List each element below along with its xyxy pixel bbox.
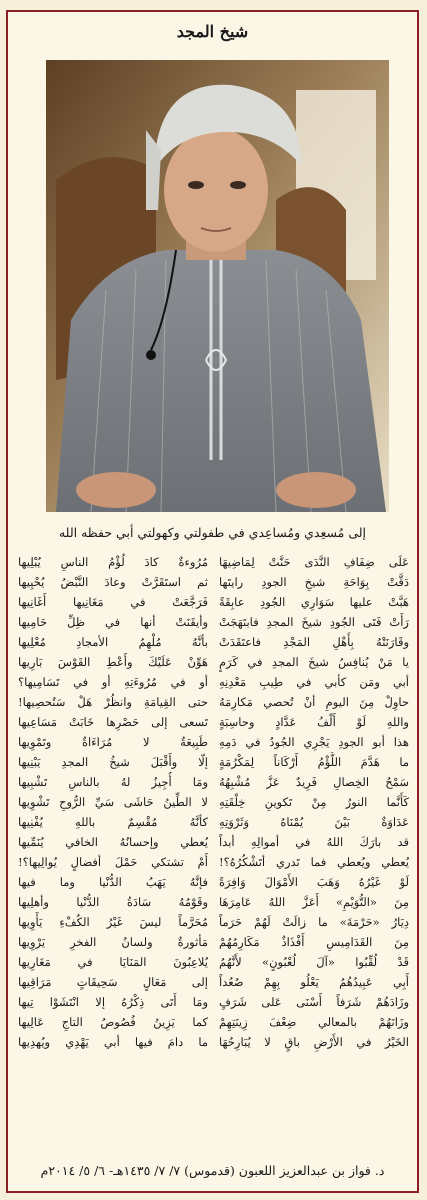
- verse-first-half: كَأَنَّما النورُ مِنْ تَكوينِ خِلْقَتِهِ: [219, 795, 409, 809]
- verse-first-half: هَبَّتْ عليها سَوَارِي الجُودِ عابِقَةً: [219, 595, 409, 609]
- portrait-illustration: [46, 60, 389, 512]
- verse-first-half: سَمْحُ الخِصالِ فَرِيدٌ عَزَّ مُشْبِهُهُ: [219, 775, 409, 789]
- verse-first-half: يُعطي ويُعطي فما تَدري أتَشْكُرُهُ؟!: [219, 855, 409, 869]
- verse-second-half: فإنَّهُ يَهَبُ الدُّنْيا وما فيها: [18, 875, 208, 889]
- verse-first-half: وزَانَهُمْ بالمعالي ضِعْفَ زِينَتِهِمْ: [219, 1015, 409, 1029]
- verse-second-half: إلّا وأَقْبَلَ شيخُ المجدِ يَبْنِيها: [18, 755, 208, 769]
- verse-second-half: لا الطِّينُ حَاشَى سَيِّ الرُّوحِ تَشْوِيها: [18, 795, 208, 809]
- verse-first-half: دِيَارُ «حَرْمَةَ» ما زالَتْ لَهُمْ حَرَماً: [219, 915, 409, 929]
- verse-second-half: أَمْ تشتكي حَمْلَ أفضالٍ يُوالِيها؟!: [18, 855, 208, 869]
- verse-first-half: أَبِي عَبِيدُهُمُ يَعْلُو بِهِمْ صُعُداً: [219, 975, 409, 989]
- verse-first-half: هذا أبو الجودِ يَجْرِي الجُودُ في دَمِهِ: [219, 735, 409, 749]
- verse-first-half: دَقَّتْ بِوَاحَةِ شيخِ الجودِ رايتَها: [219, 575, 409, 589]
- verse-second-half: مُرُوءةٌ كادَ لُؤْمُ الناسِ يُبْلِيها: [18, 555, 208, 569]
- poem-body: [18, 552, 409, 1152]
- verse-second-half: أو في مُرُوءَتِهِ أو في تَسَامِيها؟: [18, 675, 208, 689]
- poem-right-column: [219, 552, 409, 1152]
- verse-second-half: حتى القِيامَةِ وانظُرْ هَلْ سَتُحصِيها!: [18, 695, 208, 709]
- verse-first-half: قد بارَكَ اللهُ في أموالِهِ أبداً: [219, 835, 409, 849]
- verse-second-half: تَسعى إلى حَصْرِها خَابَتْ مَسَاعِيها: [18, 715, 208, 729]
- dedication-caption: إلى مُسعِدي ومُساعِدي في طفولتي وكهولتي أبي حفظه الله: [58, 525, 367, 540]
- verse-first-half: قَدْ لُقِّبُوا «آلَ لُعْبُونٍ» لأَنَّهُمُ: [219, 955, 409, 969]
- verse-first-half: واللهِ لَوْ أَلْفُ عَدَّادٍ وحاسِبَةٍ: [219, 715, 409, 729]
- verse-second-half: طَبِيعَةٌ لا مُرَاءَاةٌ وتَمْوِيها: [18, 735, 208, 749]
- verse-first-half: لَوْ غَيْرُهُ وَهَبَ الأَمْوَالَ وَافِرَةً: [219, 875, 409, 889]
- verse-second-half: بأنَّهُ مُلْهِمُ الأمجادِ مُعْلِيها: [18, 635, 208, 649]
- verse-first-half: رَأَتْ فَتَى الجُودِ شيخَ المجدِ فابتَهَجَتْ: [219, 615, 409, 629]
- verse-first-half: أبي ومَن كأبي في طِيبِ مَعْدِنِهِ: [219, 675, 409, 689]
- poem-card: [6, 10, 419, 1193]
- verse-first-half: ما هَدَّمَ اللُّؤْمُ أَرْكَاناً لِمَكْرُمَةٍ: [219, 755, 409, 769]
- verse-second-half: وقَوْمُهُ سَادَةُ الدُّنْيا وأهلِيها: [18, 895, 208, 909]
- verse-second-half: يُلاعِبُونَ المَنَايَا في مَغَارِيها: [18, 955, 208, 969]
- verse-second-half: هَوِّنْ عَلَيْكَ وأَعْطِ القَوْسَ بَارِيها: [18, 655, 208, 669]
- verse-first-half: عَلَى ضِفَافِ النَّدَى حَنَّتْ لِمَاضِيهَا: [219, 555, 409, 569]
- portrait-photo: [46, 60, 389, 512]
- author-signature: د. فواز بن عبدالعزيز اللعبون (قدموس) ٧/ ٧/ ١٤٣٥هـ- ٦/ ٥/ ٢٠١٤م: [40, 1163, 385, 1178]
- verse-second-half: ومَا أَتَى ذِكْرُهُ إلا انْتَشَوْا تِيها: [18, 995, 208, 1009]
- verse-second-half: مَأثورةٌ ولسانُ الفخرِ يَرْوِيها: [18, 935, 208, 949]
- verse-second-half: يُعطي وإحسانُهُ الخافي يُنَمِّيها: [18, 835, 208, 849]
- verse-first-half: الخَيْرُ في الأَرْضِ باقٍ لا يُبَارِحُهَا: [219, 1035, 409, 1049]
- verse-first-half: يا مَنْ يُنافِسُ شيخَ المجدِ في كَرَمٍ: [219, 655, 409, 669]
- verse-first-half: مِنَ القَدَامِيسِ أَفْذَاذٌ مَكَارِمُهُمْ: [219, 935, 409, 949]
- page-title: شيخ المجد: [176, 22, 249, 41]
- verse-first-half: وقَارَنَتْهُ بِأَهْلِ المَجْدِ فاعتَقَدَتْ: [219, 635, 409, 649]
- verse-first-half: عَدَاوَةٌ بَيْنَ يُمْنَاهُ وَثَرْوَتِهِ: [219, 815, 409, 829]
- verse-first-half: وزَادَهُمْ شَرَفاً أَسْنَى عَلى شَرَفٍ: [219, 995, 409, 1009]
- verse-second-half: ما دامَ فيها أبي يَهْدِي ويُهدِيها: [18, 1035, 208, 1049]
- verse-second-half: فَرَجَّعَتْ في مَغَانِيها أَغَانِيها: [18, 595, 208, 609]
- verse-second-half: إلى مَعَالٍ سَحِيقَاتٍ مَرَاقِيها: [18, 975, 208, 989]
- verse-second-half: مُحَرَّماً ليسَ غَيْرُ الكُفْءِ يَأْوِيها: [18, 915, 208, 929]
- verse-first-half: مِنَ «التُّوَيْمِ» أَعَزَّ اللهُ عَامِرَهَا: [219, 895, 409, 909]
- verse-second-half: وأيقَنَتْ أنها في ظِلِّ حَامِيها: [18, 615, 208, 629]
- poem-left-column: [18, 552, 208, 1152]
- verse-second-half: ثم استَقَرَّتْ وعادَ النَّبْضُ يُحْيِيها: [18, 575, 208, 589]
- verse-second-half: كأنَّهُ مُقْسِمٌ باللهِ يُفْنِيها: [18, 815, 208, 829]
- verse-second-half: كما يَزِينُ فُصُوصُ التاجِ عَالِيها: [18, 1015, 208, 1029]
- verse-first-half: حاوِلْ مِنَ اليومِ أنْ تُحصي مَكارِمَهُ: [219, 695, 409, 709]
- verse-second-half: ومَا أُجِيزُ لهُ بالناسِ تَشْبِيها: [18, 775, 208, 789]
